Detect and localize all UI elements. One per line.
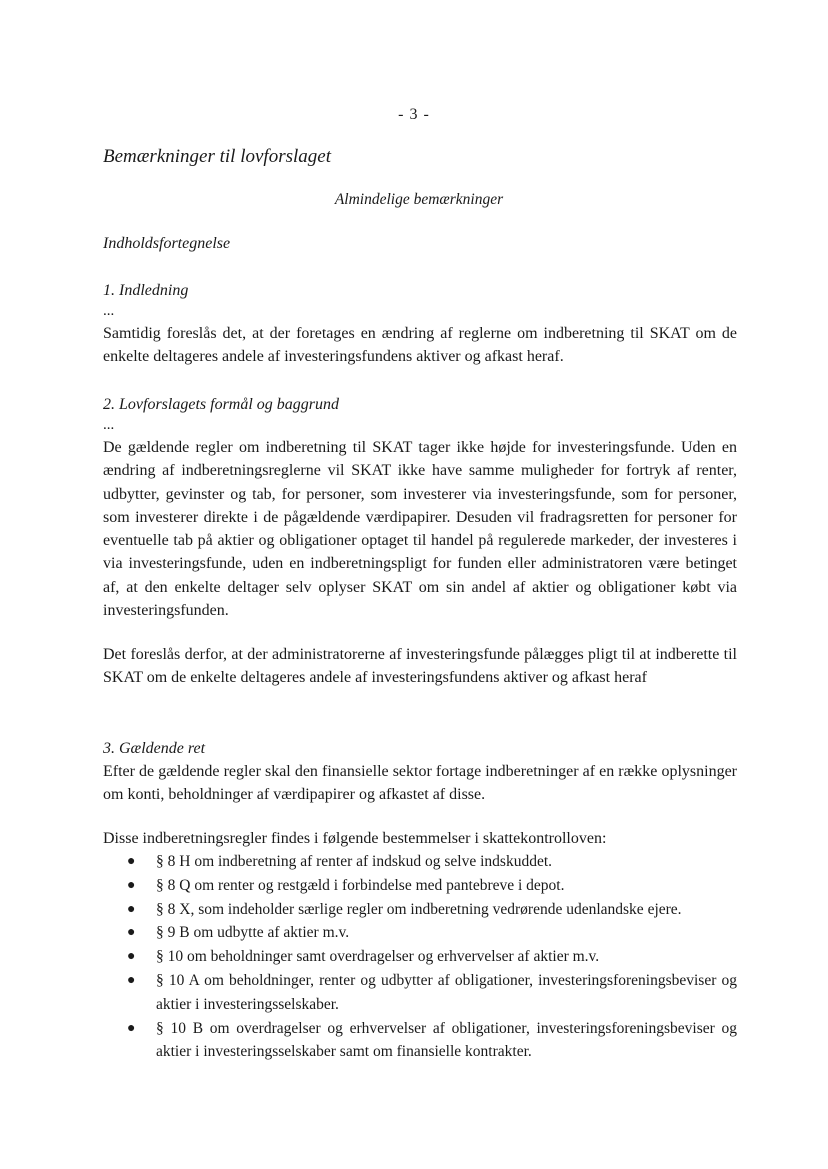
bullet-icon: ●	[127, 901, 136, 917]
list-item	[103, 921, 737, 945]
section-2-ellipsis: ...	[103, 417, 115, 433]
list-item-text: § 8 Q om renter og restgæld i forbindelse med pantebreve i depot.	[156, 876, 565, 894]
list-item-text: § 10 B om overdragelser og erhvervelser af obligationer, investeringsforeningsbeviser og aktier i investeringsselskaber samt om finansielle kontrakter.	[156, 1019, 737, 1061]
main-title: Bemærkninger til lovforslaget	[103, 146, 331, 167]
list-item	[103, 1017, 737, 1065]
section-1-ellipsis: ...	[103, 303, 115, 319]
bullet-icon: ●	[127, 972, 136, 988]
section-3-heading: 3. Gældende ret	[103, 740, 206, 757]
section-2-heading: 2. Lovforslagets formål og baggrund	[103, 396, 340, 413]
section-3-paragraph-1: Efter de gældende regler skal den finansielle sektor fortage indberetninger af en række oplysninger om konti, beholdninger af værdipapirer og afkastet af disse.	[103, 763, 737, 804]
bullet-list	[103, 850, 737, 1064]
list-item-text: § 8 H om indberetning af renter af indskud og selve indskuddet.	[156, 853, 553, 870]
list-item-text: § 10 A om beholdninger, renter og udbytter af obligationer, investeringsforeningsbeviser og aktier i investeringsselskaber.	[156, 971, 737, 1013]
list-item	[103, 850, 737, 874]
section-2-paragraph-2: Det foreslås derfor, at der administratorerne af investeringsfunde pålægges pligt til at indberette til SKAT om de enkelte deltageres andele af investeringsfundens aktiver og afkast heraf	[103, 646, 737, 687]
list-item-text: § 8 X, som indeholder særlige regler om indberetning vedrørende udenlandske ejere.	[156, 900, 682, 918]
toc-heading: Indholdsfortegnelse	[103, 235, 231, 252]
list-item-text: § 9 B om udbytte af aktier m.v.	[156, 924, 350, 942]
list-item	[103, 945, 737, 969]
list-item	[103, 969, 737, 1017]
section-1-paragraph: Samtidig foreslås det, at der foretages en ændring af reglerne om indberetning til SKAT om de enkelte deltageres andele af investeringsfundens aktiver og afkast heraf.	[103, 325, 737, 366]
section-3-paragraph-2: Disse indberetningsregler findes i følgende bestemmelser i skattekontrolloven:	[103, 830, 607, 847]
list-item-text: § 10 om beholdninger samt overdragelser og erhvervelser af aktier m.v.	[156, 948, 600, 966]
bullet-icon: ●	[127, 877, 136, 893]
subtitle: Almindelige bemærkninger	[334, 191, 504, 208]
bullet-icon: ●	[127, 854, 136, 869]
bullet-icon: ●	[127, 925, 136, 941]
section-2-paragraph-1: De gældende regler om indberetning til SKAT tager ikke højde for investeringsfunde. Uden en ændring af indberetningsreglerne vil SKAT ikke have samme muligheder for fortryk af renter, udbytter, gevinster og tab, for personer, som investerer via investeringsfunde, som for personer, som investerer direkte i de pågældende værdipapirer. Desuden vil fradragsretten for personer for eventuelle tab på aktier og obligationer optaget til handel på regulerede markeder, der investeres i via investeringsfunde, uden en indberetningspligt for funden eller administratoren være betinget af, at den enkelte deltager selv oplyser SKAT om sin andel af aktier og obligationer købt via investeringsfunden.	[103, 439, 737, 620]
list-item	[103, 874, 737, 898]
list-item	[103, 898, 737, 922]
bullet-icon: ●	[127, 949, 136, 965]
section-1-heading: 1. Indledning	[103, 282, 189, 299]
page-number: - 3 -	[398, 106, 430, 123]
bullet-icon: ●	[127, 1020, 136, 1036]
